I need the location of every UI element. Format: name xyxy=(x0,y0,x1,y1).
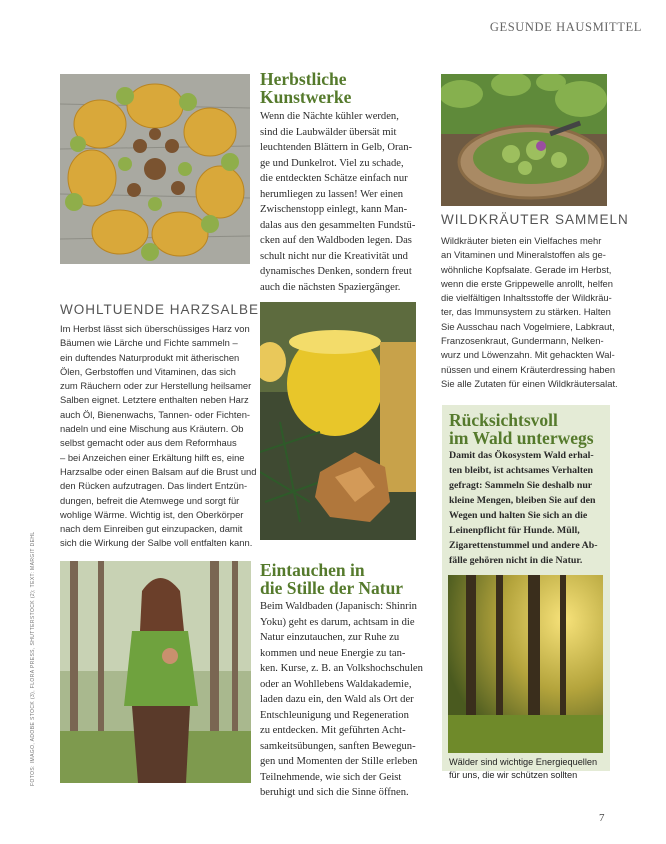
text-line: wurz und Löwenzahn. Mit gehackten Wal- xyxy=(441,349,615,361)
text-line: ge und Dunkelrot. Viel zu schade, xyxy=(260,157,404,169)
text-line: Wenn die Nächte kühler werden, xyxy=(260,111,399,122)
text-line: ken. Kurse, z. B. an Volkshochschulen xyxy=(260,663,423,674)
text-line: Leinenpflicht für Hunde. Müll, xyxy=(449,525,580,536)
caption-line2: für uns, die wir schützen sollten xyxy=(449,770,578,780)
ruecksicht-headline xyxy=(449,411,609,447)
text-line: samkeitsübungen, sanften Bewegun- xyxy=(260,740,416,752)
text-line: Ölen, Gerbstoffen und Vitaminen, das sich xyxy=(60,365,236,377)
herbst-headline xyxy=(260,70,420,106)
text-line: Wildkräuter bieten ein Vielfaches mehr xyxy=(441,235,602,246)
text-line: Entschleunigung und Regeneration xyxy=(260,709,409,721)
text-line: nach dem Einreiben gut einzupacken, damit xyxy=(60,523,243,535)
text-line: leuchtenden Blättern in Gelb, Oran- xyxy=(260,142,413,153)
text-line: herumliegen zu lassen! Wer einen xyxy=(260,188,404,200)
text-line: Beim Waldbaden (Japanisch: Shinrin xyxy=(260,601,417,612)
text-line: dynamisches Denken, sondern freut xyxy=(260,266,412,277)
text-line: selbst gemacht oder aus dem Reformhaus xyxy=(60,437,237,449)
herbst-title-line1: Herbstliche xyxy=(260,69,347,89)
text-line: die vielfältigen Inhaltsstoffe der Wildkräu- xyxy=(441,292,612,304)
text-line: Salben eignet. Letztere enthalten neben Harz xyxy=(60,394,249,406)
waldbaden-headline xyxy=(260,561,430,597)
forest-light-photo xyxy=(448,575,603,753)
wildkraeuter-body xyxy=(441,234,618,391)
text-line: schult nicht nur die Kreativität und xyxy=(260,250,408,262)
text-line: beruhigt und sich die Sinne öffnen. xyxy=(260,787,409,798)
text-line: laden dazu ein, den Wald als Ort der xyxy=(260,694,414,705)
text-line: Teilnehmende, wie sich der Geist xyxy=(260,771,402,783)
caption-line1: Wälder sind wichtige Energiequellen xyxy=(449,757,598,767)
text-line: Harzsalbe oder einen Balsam auf die Brust und xyxy=(60,465,257,477)
text-line: zum Räuchern oder zur Herstellung heilsamer xyxy=(60,380,252,392)
text-line: Damit das Ökosystem Wald erhal- xyxy=(449,450,594,461)
ruecksicht-title-line2: im Wald unterwegs xyxy=(449,428,594,448)
waldbaden-title-line2: die Stille der Natur xyxy=(260,578,404,598)
text-line: Sie alle Zutaten für einen Wildkräutersalat. xyxy=(441,377,618,389)
text-line: Natur einzutauchen, zur Ruhe zu xyxy=(260,632,400,643)
text-line: dungen, befreit die Atemwege und sorgt für xyxy=(60,494,240,506)
harzsalbe-heading: WOHLTUENDE HARZSALBE xyxy=(60,302,260,317)
text-line: Bäumen wie Lärche und Fichte sammeln – xyxy=(60,337,238,349)
text-line: fälle gehören nicht in die Natur. xyxy=(449,555,583,566)
waldbaden-body xyxy=(260,599,423,801)
resin-salve-photo xyxy=(260,302,416,540)
text-line: wöhnliche Kopfsalate. Gerade im Herbst, xyxy=(441,263,612,275)
text-line: an Vitaminen und Mineralstoffen als ge- xyxy=(441,249,606,261)
ruecksicht-body xyxy=(449,448,605,568)
text-line: kleine Mengen, bleiben Sie auf den xyxy=(449,495,596,506)
text-line: cken auf den Waldboden legen. Das xyxy=(260,235,412,246)
text-line: Franzosenkraut, Gundermann, Nelken- xyxy=(441,335,604,347)
page-number: 7 xyxy=(599,812,605,824)
text-line: ter, das Immunsystem zu stärken. Halten xyxy=(441,306,611,318)
text-line: gen und Momenten der Stille erleben xyxy=(260,756,418,767)
section-title: GESUNDE HAUSMITTEL xyxy=(489,20,642,34)
text-line: zu entdecken. Mit geführten Acht- xyxy=(260,725,406,736)
forest-bathing-photo xyxy=(60,561,251,783)
text-line: den Rücken aufzutragen. Das lindert Entzün- xyxy=(60,480,248,492)
text-line: sind die Laubwälder übersät mit xyxy=(260,126,397,138)
text-line: dalas aus den gesammelten Fundstü- xyxy=(260,219,416,231)
text-line: Wegen und halten Sie sich an die xyxy=(449,510,588,521)
text-line: Zigarettenstummel und andere Ab- xyxy=(449,540,598,551)
harzsalbe-body xyxy=(60,322,257,551)
text-line: sich die Wirkung der Salbe voll entfalten kann. xyxy=(60,537,253,549)
text-line: nüssen und einem Kräuterdressing haben xyxy=(441,363,616,375)
text-line: nadeln und eine Mischung aus Kräutern. Ob xyxy=(60,423,244,435)
herbst-body xyxy=(260,109,418,295)
forest-caption xyxy=(449,756,597,782)
leaf-mandala-photo xyxy=(60,74,250,264)
text-line: die entdeckten Schätze einfach nur xyxy=(260,173,408,184)
wildkraeuter-heading: WILDKRÄUTER SAMMELN xyxy=(441,212,629,227)
text-line: – bei Anzeichen einer Erkältung hilft es, eine xyxy=(60,451,245,463)
text-line: kommen und neue Energie zu tan- xyxy=(260,647,406,659)
text-line: wohlige Wärme. Wichtig ist, den Oberkörper xyxy=(60,508,244,520)
text-line: gefragt: Sammeln Sie deshalb nur xyxy=(449,480,593,491)
ruecksicht-title-line1: Rücksichtsvoll xyxy=(449,410,558,430)
text-line: Zwischenstopp einlegt, kann Man- xyxy=(260,204,408,215)
text-line: ten bleibt, ist achtsames Verhalten xyxy=(449,465,594,476)
text-line: oder an Wohllebens Waldakademie, xyxy=(260,678,412,690)
photo-credits: FOTOS: IMAGO, ADOBE STOCK (3), FLORA PRESS, SHUTTERSTOCK (2); TEXT: MARGIT DEHL xyxy=(30,531,36,786)
text-line: auch Öl, Bienenwachs, Tannen- oder Fichten- xyxy=(60,408,251,420)
text-line: wenn die erste Grippewelle anrollt, helfen xyxy=(441,277,613,289)
herbst-title-line2: Kunstwerke xyxy=(260,87,352,107)
text-line: Im Herbst lässt sich überschüssiges Harz von xyxy=(60,323,250,334)
herb-basket-photo xyxy=(441,74,607,206)
text-line: ein duftendes Naturprodukt mit ätherischen xyxy=(60,351,240,363)
text-line: auch die nächsten Spaziergänger. xyxy=(260,281,401,293)
text-line: Yoku) geht es darum, achtsam in die xyxy=(260,616,415,628)
waldbaden-title-line1: Eintauchen in xyxy=(260,560,365,580)
text-line: Sie Ausschau nach Vogelmiere, Labkraut, xyxy=(441,320,615,332)
